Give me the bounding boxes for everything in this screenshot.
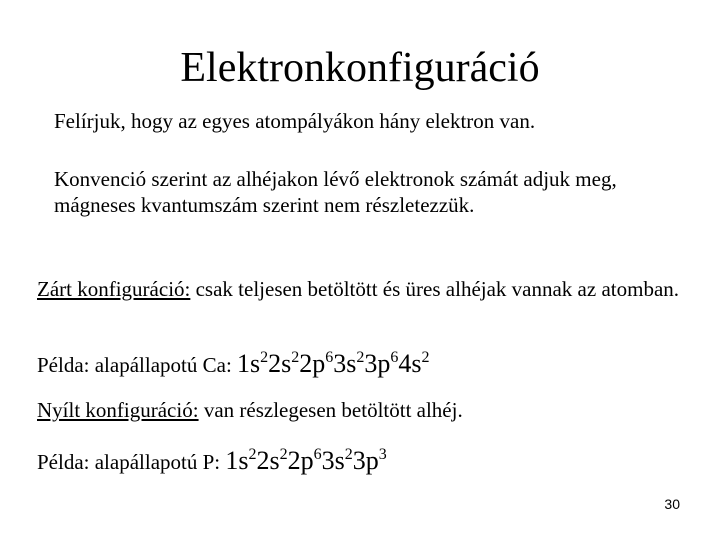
formula-term bbox=[398, 349, 429, 378]
electron-count: 2 bbox=[421, 349, 430, 366]
orbital-label: 1s bbox=[225, 446, 249, 475]
slide-title: Elektronkonfiguráció bbox=[180, 45, 540, 91]
orbital-label: 2s bbox=[268, 349, 292, 378]
electron-count: 2 bbox=[279, 446, 288, 463]
formula-term bbox=[353, 446, 387, 475]
page-number: 30 bbox=[664, 496, 680, 512]
intro-paragraph: Felírjuk, hogy az egyes atompályákon hány elektron van. bbox=[54, 109, 536, 133]
electron-count: 2 bbox=[344, 446, 353, 463]
closed-configuration-definition: csak teljesen betöltött és üres alhéjak vannak az atomban. bbox=[190, 277, 680, 301]
formula-term bbox=[225, 446, 256, 475]
electron-count: 3 bbox=[378, 446, 387, 463]
electron-count: 2 bbox=[356, 349, 365, 366]
example-ca-label: Példa: alapállapotú Ca: bbox=[37, 353, 232, 377]
orbital-label: 4s bbox=[398, 349, 422, 378]
electron-count: 2 bbox=[248, 446, 257, 463]
open-configuration-term: Nyílt konfiguráció: bbox=[37, 398, 199, 422]
formula-term bbox=[237, 349, 268, 378]
orbital-label: 2p bbox=[299, 349, 326, 378]
example-ca bbox=[37, 351, 687, 378]
example-p bbox=[37, 448, 687, 475]
electron-count: 6 bbox=[325, 349, 334, 366]
formula-term bbox=[322, 446, 353, 475]
orbital-label: 3s bbox=[333, 349, 357, 378]
formula-term bbox=[288, 446, 322, 475]
formula-term bbox=[299, 349, 333, 378]
convention-paragraph: Konvenció szerint az alhéjakon lévő elektronok számát adjuk meg, mágneses kvantumszám szerint nem részletezzük. bbox=[54, 167, 617, 217]
orbital-label: 3s bbox=[321, 446, 345, 475]
open-configuration-paragraph bbox=[37, 397, 687, 423]
closed-configuration-term: Zárt konfiguráció: bbox=[37, 277, 191, 301]
formula-term bbox=[268, 349, 299, 378]
formula-term bbox=[364, 349, 398, 378]
electron-count: 6 bbox=[390, 349, 399, 366]
orbital-label: 3p bbox=[364, 349, 391, 378]
electron-count: 2 bbox=[260, 349, 269, 366]
example-p-formula bbox=[225, 446, 386, 475]
closed-configuration-paragraph bbox=[37, 276, 687, 302]
formula-term bbox=[333, 349, 364, 378]
electron-count: 2 bbox=[291, 349, 300, 366]
example-p-label: Példa: alapállapotú P: bbox=[37, 450, 221, 474]
orbital-label: 3p bbox=[352, 446, 379, 475]
example-ca-formula bbox=[237, 349, 430, 378]
orbital-label: 2s bbox=[256, 446, 280, 475]
open-configuration-definition: van részlegesen betöltött alhéj. bbox=[198, 398, 463, 422]
formula-term bbox=[257, 446, 288, 475]
orbital-label: 1s bbox=[237, 349, 261, 378]
electron-count: 6 bbox=[313, 446, 322, 463]
orbital-label: 2p bbox=[287, 446, 314, 475]
